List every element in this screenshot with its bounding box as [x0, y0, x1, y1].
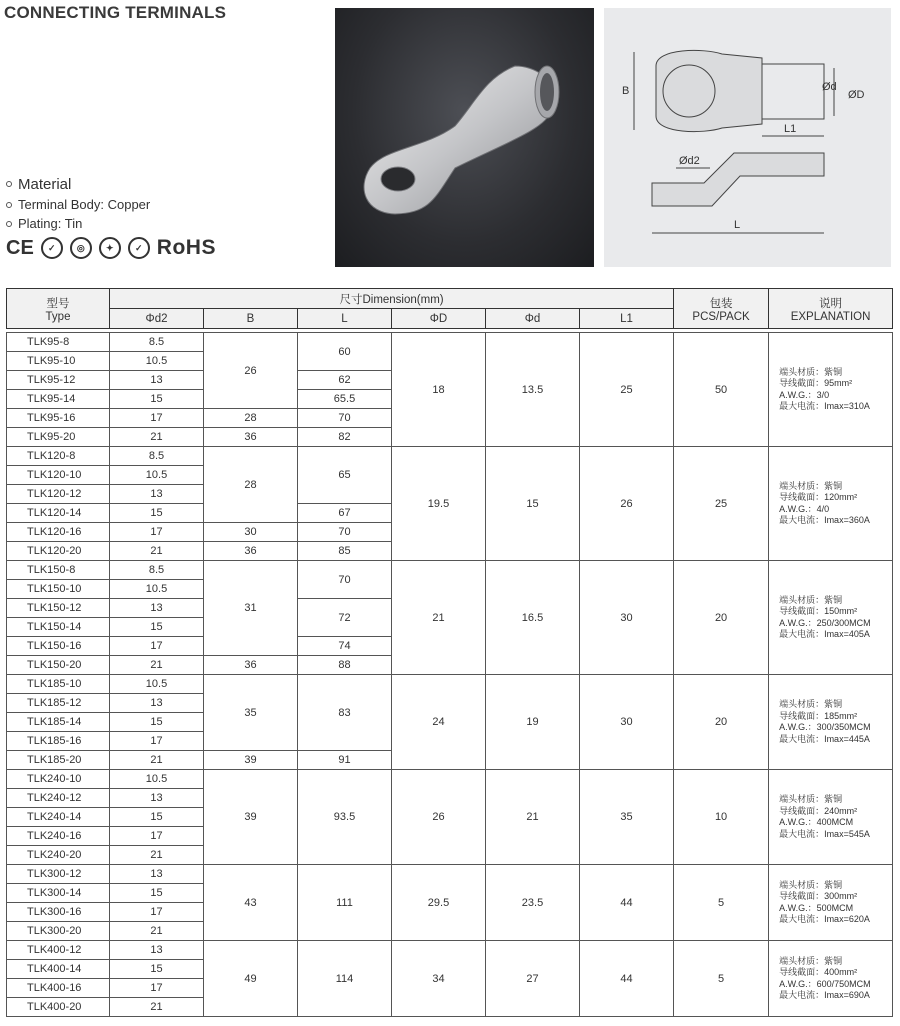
dimension-diagram	[604, 8, 891, 267]
d2-cell: 13	[110, 485, 204, 504]
type-cell: TLK240-12	[7, 789, 110, 808]
b-cell: 30	[204, 523, 298, 542]
type-cell: TLK150-8	[7, 561, 110, 580]
type-cell: TLK240-20	[7, 846, 110, 865]
explanation-line: A.W.G.：250/300MCM	[779, 617, 871, 628]
d2-cell: 21	[110, 542, 204, 561]
type-cell: TLK300-16	[7, 903, 110, 922]
explanation-cell	[769, 447, 893, 561]
type-cell: TLK150-10	[7, 580, 110, 599]
header-pack: 包装 PCS/PACK	[674, 289, 769, 329]
product-photo	[335, 8, 594, 267]
D-cell: 19.5	[392, 447, 486, 561]
pack-cell: 10	[674, 770, 769, 865]
d2-cell: 21	[110, 846, 204, 865]
l-cell: 111	[298, 865, 392, 941]
b-cell: 35	[204, 675, 298, 751]
type-cell: TLK300-12	[7, 865, 110, 884]
type-cell: TLK120-12	[7, 485, 110, 504]
explanation-line: 最大电流：Imax=545A	[779, 828, 870, 839]
d2-cell: 17	[110, 827, 204, 846]
explanation-cell	[769, 770, 893, 865]
explanation-line: A.W.G.：400MCM	[779, 817, 854, 827]
label-b: B	[622, 85, 630, 97]
type-cell: TLK95-16	[7, 409, 110, 428]
label-l: L	[734, 219, 741, 231]
d2-cell: 8.5	[110, 561, 204, 580]
type-cell: TLK95-12	[7, 371, 110, 390]
ccc-cert-icon: ✓	[41, 237, 63, 259]
l-cell: 82	[298, 428, 392, 447]
l-cell: 65	[298, 447, 392, 504]
D-cell: 29.5	[392, 865, 486, 941]
explanation-line: 端头材质：紫铜	[779, 366, 843, 377]
explanation-cell	[769, 941, 893, 1017]
explanation-line: 导线截面：300mm²	[779, 891, 858, 901]
type-cell: TLK120-10	[7, 466, 110, 485]
explanation-line: A.W.G.：3/0	[779, 389, 830, 400]
type-cell: TLK95-14	[7, 390, 110, 409]
d2-cell: 17	[110, 523, 204, 542]
d2-cell: 15	[110, 808, 204, 827]
header-d2: Φd2	[110, 309, 204, 329]
explanation-line: 最大电流：Imax=445A	[779, 733, 870, 744]
explanation-cell	[769, 865, 893, 941]
technical-drawing	[604, 8, 891, 267]
d-cell: 16.5	[486, 561, 580, 675]
l1-cell: 30	[580, 561, 674, 675]
explanation-line: 导线截面：95mm²	[779, 378, 853, 388]
d-cell: 15	[486, 447, 580, 561]
type-cell: TLK120-16	[7, 523, 110, 542]
sgs-cert-icon: ✓	[128, 237, 150, 259]
l1-cell: 44	[580, 865, 674, 941]
d2-cell: 13	[110, 371, 204, 390]
l1-cell: 44	[580, 941, 674, 1017]
type-cell: TLK150-16	[7, 637, 110, 656]
type-cell: TLK300-20	[7, 922, 110, 941]
label-phi-d: Ød	[822, 81, 837, 93]
type-cell: TLK150-14	[7, 618, 110, 637]
explanation-cell	[769, 561, 893, 675]
d2-cell: 15	[110, 504, 204, 523]
type-cell: TLK95-8	[7, 333, 110, 352]
explanation-line: 端头材质：紫铜	[779, 955, 843, 966]
b-cell: 43	[204, 865, 298, 941]
d2-cell: 13	[110, 865, 204, 884]
d2-cell: 21	[110, 428, 204, 447]
b-cell: 28	[204, 409, 298, 428]
iso-cert-icon: ◎	[70, 237, 92, 259]
explanation-cell	[769, 675, 893, 770]
explanation-line: A.W.G.：600/750MCM	[779, 978, 871, 989]
d2-cell: 15	[110, 713, 204, 732]
header-d: Φd	[486, 309, 580, 329]
table-row	[7, 865, 893, 884]
explanation-line: 端头材质：紫铜	[779, 794, 843, 804]
d2-cell: 13	[110, 599, 204, 618]
l1-cell: 26	[580, 447, 674, 561]
d-cell: 27	[486, 941, 580, 1017]
type-cell: TLK300-14	[7, 884, 110, 903]
table-body	[7, 329, 893, 1017]
l-cell: 85	[298, 542, 392, 561]
d2-cell: 17	[110, 637, 204, 656]
explanation-line: 最大电流：Imax=690A	[779, 990, 870, 1000]
type-cell: TLK120-14	[7, 504, 110, 523]
d2-cell: 8.5	[110, 447, 204, 466]
l-cell: 60	[298, 333, 392, 371]
d2-cell: 13	[110, 694, 204, 713]
l-cell: 70	[298, 523, 392, 542]
l-cell: 88	[298, 656, 392, 675]
d-cell: 13.5	[486, 333, 580, 447]
table-row	[7, 333, 893, 352]
d2-cell: 15	[110, 960, 204, 979]
table-row	[7, 561, 893, 580]
d-cell: 21	[486, 770, 580, 865]
d2-cell: 15	[110, 884, 204, 903]
d2-cell: 10.5	[110, 675, 204, 694]
explanation-line: 端头材质：紫铜	[779, 594, 843, 605]
label-phi-d2: Ød2	[679, 155, 700, 167]
D-cell: 26	[392, 770, 486, 865]
D-cell: 18	[392, 333, 486, 447]
material-heading: Material	[6, 173, 150, 195]
type-cell: TLK95-10	[7, 352, 110, 371]
D-cell: 34	[392, 941, 486, 1017]
label-phi-D: ØD	[848, 89, 865, 101]
header-dimension: 尺寸Dimension(mm)	[110, 289, 674, 309]
bullet-icon	[6, 202, 12, 208]
d2-cell: 8.5	[110, 333, 204, 352]
l-cell: 65.5	[298, 390, 392, 409]
b-cell: 39	[204, 751, 298, 770]
header-explanation: 说明 EXPLANATION	[769, 289, 893, 329]
type-cell: TLK240-14	[7, 808, 110, 827]
specification-table	[6, 288, 893, 1017]
type-cell: TLK400-12	[7, 941, 110, 960]
l-cell: 72	[298, 599, 392, 637]
pack-cell: 20	[674, 561, 769, 675]
d2-cell: 10.5	[110, 580, 204, 599]
type-cell: TLK400-20	[7, 998, 110, 1017]
l-cell: 83	[298, 675, 392, 751]
rohs-logo: RoHS	[156, 236, 216, 259]
bullet-icon	[6, 221, 12, 227]
explanation-line: 最大电流：Imax=310A	[779, 401, 870, 411]
type-cell: TLK120-8	[7, 447, 110, 466]
explanation-cell	[769, 333, 893, 447]
explanation-line: 端头材质：紫铜	[779, 879, 843, 890]
d2-cell: 13	[110, 941, 204, 960]
type-cell: TLK150-20	[7, 656, 110, 675]
type-cell: TLK185-12	[7, 694, 110, 713]
pack-cell: 25	[674, 447, 769, 561]
l-cell: 93.5	[298, 770, 392, 865]
explanation-line: 导线截面：120mm²	[779, 492, 858, 502]
type-cell: TLK150-12	[7, 599, 110, 618]
material-spec	[6, 173, 150, 233]
type-cell: TLK95-20	[7, 428, 110, 447]
explanation-line: A.W.G.：300/350MCM	[779, 722, 871, 732]
type-cell: TLK400-14	[7, 960, 110, 979]
b-cell: 36	[204, 428, 298, 447]
iqnet-cert-icon: ✦	[99, 237, 121, 259]
pack-cell: 5	[674, 865, 769, 941]
plating-spec: Plating: Tin	[6, 214, 150, 233]
d2-cell: 17	[110, 732, 204, 751]
explanation-line: A.W.G.：4/0	[779, 503, 830, 514]
d2-cell: 21	[110, 656, 204, 675]
l-cell: 114	[298, 941, 392, 1017]
explanation-line: 最大电流：Imax=620A	[779, 914, 870, 924]
type-cell: TLK240-16	[7, 827, 110, 846]
d2-cell: 10.5	[110, 352, 204, 371]
header-type: 型号 Type	[7, 289, 110, 329]
l-cell: 70	[298, 561, 392, 599]
d2-cell: 15	[110, 390, 204, 409]
explanation-line: 最大电流：Imax=405A	[779, 629, 870, 639]
ce-mark-icon: CE	[6, 236, 34, 259]
l-cell: 91	[298, 751, 392, 770]
explanation-line: 导线截面：150mm²	[779, 606, 858, 616]
explanation-line: 端头材质：紫铜	[779, 699, 843, 709]
b-cell: 28	[204, 447, 298, 523]
certification-logos	[6, 236, 216, 260]
bullet-icon	[6, 181, 12, 187]
explanation-line: 导线截面：240mm²	[779, 805, 858, 816]
header-D: ΦD	[392, 309, 486, 329]
l1-cell: 25	[580, 333, 674, 447]
explanation-line: A.W.G.：500MCM	[779, 902, 854, 913]
d-cell: 23.5	[486, 865, 580, 941]
d2-cell: 17	[110, 903, 204, 922]
D-cell: 21	[392, 561, 486, 675]
l-cell: 74	[298, 637, 392, 656]
pack-cell: 20	[674, 675, 769, 770]
table-row	[7, 941, 893, 960]
D-cell: 24	[392, 675, 486, 770]
b-cell: 26	[204, 333, 298, 409]
b-cell: 36	[204, 656, 298, 675]
d2-cell: 13	[110, 789, 204, 808]
b-cell: 31	[204, 561, 298, 656]
type-cell: TLK120-20	[7, 542, 110, 561]
type-cell: TLK400-16	[7, 979, 110, 998]
d2-cell: 10.5	[110, 770, 204, 789]
l1-cell: 35	[580, 770, 674, 865]
d2-cell: 21	[110, 998, 204, 1017]
header-l1: L1	[580, 309, 674, 329]
b-cell: 49	[204, 941, 298, 1017]
table-row	[7, 770, 893, 789]
table-row	[7, 447, 893, 466]
l-cell: 67	[298, 504, 392, 523]
b-cell: 36	[204, 542, 298, 561]
explanation-line: 最大电流：Imax=360A	[779, 515, 870, 525]
type-cell: TLK185-16	[7, 732, 110, 751]
d2-cell: 21	[110, 751, 204, 770]
b-cell: 39	[204, 770, 298, 865]
d2-cell: 17	[110, 979, 204, 998]
label-l1: L1	[784, 123, 797, 135]
l1-cell: 30	[580, 675, 674, 770]
explanation-line: 导线截面：400mm²	[779, 967, 858, 977]
d2-cell: 17	[110, 409, 204, 428]
d2-cell: 10.5	[110, 466, 204, 485]
type-cell: TLK185-20	[7, 751, 110, 770]
terminal-body-spec: Terminal Body: Copper	[6, 195, 150, 214]
explanation-line: 导线截面：185mm²	[779, 710, 858, 721]
d-cell: 19	[486, 675, 580, 770]
pack-cell: 5	[674, 941, 769, 1017]
header-b: B	[204, 309, 298, 329]
l-cell: 62	[298, 371, 392, 390]
d2-cell: 21	[110, 922, 204, 941]
d2-cell: 15	[110, 618, 204, 637]
header-l: L	[298, 309, 392, 329]
type-cell: TLK240-10	[7, 770, 110, 789]
type-cell: TLK185-14	[7, 713, 110, 732]
explanation-line: 端头材质：紫铜	[779, 480, 843, 491]
pack-cell: 50	[674, 333, 769, 447]
type-cell: TLK185-10	[7, 675, 110, 694]
copper-lug-image	[335, 8, 594, 267]
table-row	[7, 675, 893, 694]
l-cell: 70	[298, 409, 392, 428]
page-title: CONNECTING TERMINALS	[4, 3, 227, 22]
